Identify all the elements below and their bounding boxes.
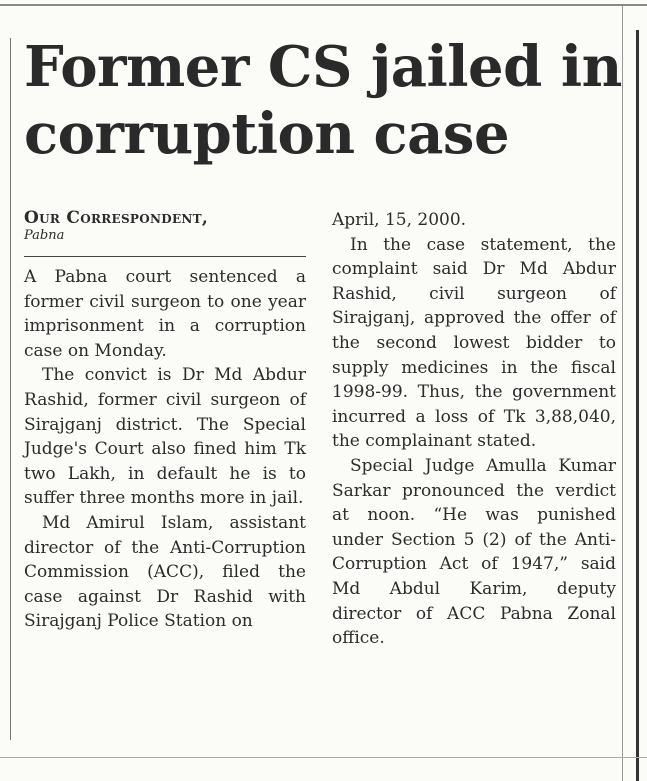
paragraph: Md Amirul Islam, assistant director of the Anti-Corruption Commission (ACC), filed the case against Dr Rashid with Sirajganj Police Station on: [24, 512, 306, 632]
article-column-right: [332, 208, 616, 651]
left-column-rule: [10, 38, 11, 740]
paragraph: A Pabna court sentenced a former civil surgeon to one year imprisonment in a corruption case on Monday.: [24, 267, 306, 361]
paragraph: April, 15, 2000.: [332, 210, 467, 230]
top-border-rule: [0, 4, 647, 6]
paragraph: The convict is Dr Md Abdur Rashid, former civil surgeon of Sirajganj district. The Special Judge's Court also fined him Tk two Lakh, in default he is to suffer three months more in jail.: [24, 365, 306, 509]
right-edge-rule: [636, 30, 639, 781]
byline: [24, 208, 306, 244]
paragraph: Special Judge Amulla Kumar Sarkar pronounced the verdict at noon. “He was punished under Section 5 (2) of the Anti-Corruption Act of 1947,” said Md Abdul Karim, deputy director of ACC Pabna Zonal office.: [332, 455, 616, 649]
paragraph: In the case statement, the complaint said Dr Md Abdur Rashid, civil surgeon of Sirajganj, approved the offer of the second lowest bidder to supply medicines in the fiscal 1998-99. Thus, the government incurred a loss of Tk 3,88,040, the complainant stated.: [332, 234, 616, 452]
byline-name: Our Correspondent,: [24, 208, 209, 228]
article-column-left: [24, 208, 306, 634]
headline: Former CS jailed in corruption case: [24, 34, 622, 167]
byline-place: Pabna: [24, 228, 65, 243]
bottom-border-rule: [0, 757, 647, 758]
byline-divider: [24, 256, 306, 257]
